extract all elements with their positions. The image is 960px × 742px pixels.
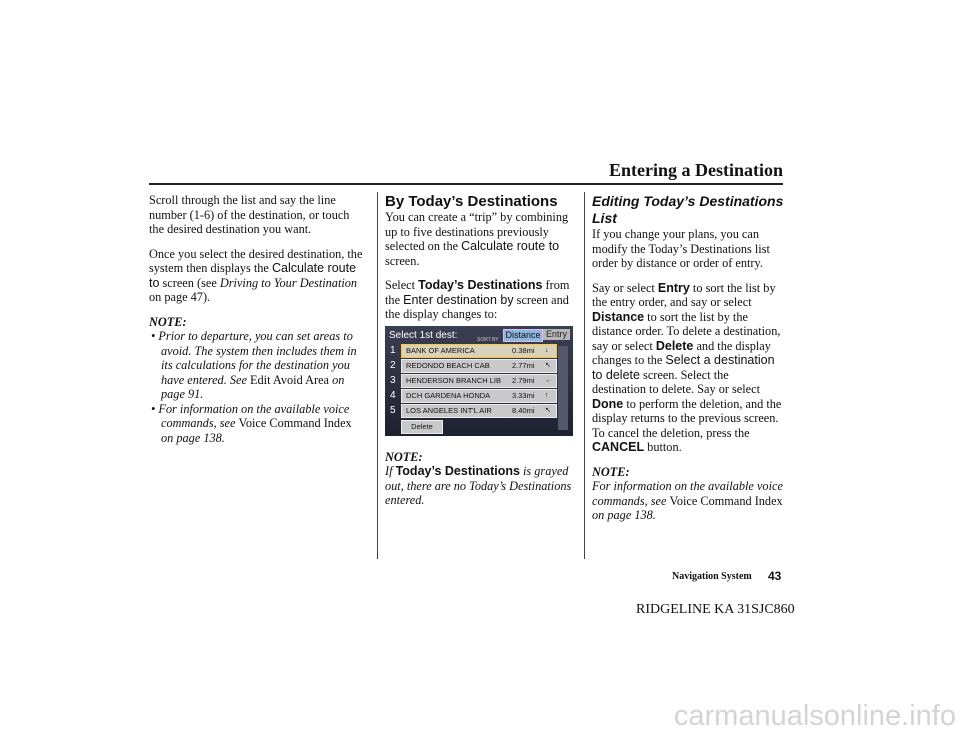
text-run: is grayed out, there are no Today’s Destinations entered. [385, 464, 572, 507]
row-number: 5 [390, 404, 396, 416]
todays-destinations-label: Today’s Destinations [418, 278, 543, 292]
entry-button[interactable]: Entry [543, 329, 570, 340]
text-run: on page 138. [592, 508, 656, 522]
list-item[interactable] [387, 389, 571, 402]
column-2 [385, 193, 575, 518]
text-run: from the [385, 278, 570, 307]
destination-name: HENDERSON BRANCH LIB [406, 375, 502, 385]
page-number: 43 [768, 569, 782, 583]
section-heading: By Today’s Destinations [385, 193, 558, 210]
nav-header: Select 1st dest: [389, 329, 458, 341]
entry-label: Entry [657, 280, 690, 295]
calculate-route-label: Calculate route to [461, 239, 560, 253]
direction-arrow-icon: ← [545, 376, 552, 384]
direction-arrow-icon: ↓ [545, 346, 549, 354]
destination-name: REDONDO BEACH CAB [406, 360, 490, 370]
page-title: Entering a Destination [608, 160, 783, 180]
note-item: • Prior to departure, you can set areas to avoid. The system then includes them in its calculations for the destination you have entered. See Edit Avoid Area on page 91. [151, 329, 357, 401]
title-rule [149, 183, 783, 185]
note-text [592, 479, 784, 523]
nav-screen [385, 326, 573, 436]
destination-button[interactable] [401, 389, 557, 403]
text-run: For information on the available voice commands, see [592, 479, 783, 508]
text-run: on page 91. [161, 372, 345, 401]
note-label: NOTE: [149, 314, 187, 329]
list-item[interactable] [387, 359, 571, 372]
text-run: For information on the available voice commands, see [158, 401, 350, 430]
text-run: screen. Select the destination to delete. Say or select [592, 367, 761, 396]
text-run: and the display changes to the [592, 338, 771, 367]
cancel-label: CANCEL [592, 440, 645, 454]
delete-button[interactable]: Delete [401, 420, 443, 434]
destination-distance: 2.77mi [512, 360, 535, 370]
column-1 [149, 193, 367, 445]
todays-destinations-label: Today’s Destinations [395, 464, 520, 478]
distance-label: Distance [592, 309, 645, 324]
destination-button[interactable] [401, 359, 557, 373]
text-run: If [385, 464, 396, 478]
done-label: Done [592, 396, 624, 411]
direction-arrow-icon: ↖ [545, 406, 551, 414]
note-text [385, 464, 575, 508]
list-item[interactable] [387, 344, 571, 357]
modify-paragraph: If you change your plans, you can modify the Today’s Destinations list order by distance or order of entry. [592, 227, 770, 270]
calculate-route-label: Calculate route to [149, 261, 357, 290]
destination-distance: 0.38mi [512, 345, 535, 355]
destination-button[interactable] [401, 404, 557, 418]
footer-label: Navigation System [672, 571, 752, 582]
destination-distance: 3.33mi [512, 390, 535, 400]
row-number: 4 [390, 389, 396, 401]
enter-destination-label: Enter destination by [403, 292, 514, 307]
note-list [149, 329, 367, 445]
distance-button[interactable]: Distance [503, 329, 543, 342]
text-run: Say or select [592, 280, 658, 295]
text-run: screen and the display changes to: [385, 292, 569, 321]
model-code: RIDGELINE KA 31SJC860 [636, 602, 795, 617]
text-run: screen. [385, 253, 420, 268]
text-run: to sort the list by the entry order, and say or select [592, 280, 776, 309]
trip-paragraph [385, 210, 575, 268]
text-run: Once you select the desired destination, the system then displays the [149, 246, 363, 275]
text-run: You can create a “trip” by combining up to five destinations previously selected on the [385, 210, 569, 253]
delete-label: Delete [655, 338, 694, 353]
sort-delete-paragraph [592, 281, 784, 455]
note-item: • For information on the available voice commands, see Voice Command Index on page 138. [151, 401, 352, 445]
list-item[interactable] [387, 374, 571, 387]
text-run: to perform the deletion, and the display returns to the previous screen. To cancel the deletion, press the [592, 396, 782, 440]
note-label: NOTE: [592, 464, 630, 479]
direction-arrow-icon: ↖ [545, 361, 551, 369]
destination-button[interactable] [401, 374, 557, 388]
row-number: 3 [390, 374, 396, 386]
watermark: carmanualsonline.info [673, 700, 956, 732]
row-number: 2 [390, 359, 396, 371]
voice-index-ref: Voice Command Index [238, 416, 352, 430]
text-run: Prior to departure, you can set areas to avoid. The system then includes them in its calculations for the destination you have entered. See [158, 329, 357, 387]
text-run: on page 47). [149, 290, 211, 304]
destination-distance: 8.40mi [512, 405, 535, 415]
destination-name: LOS ANGELES INT'L AIR [406, 405, 492, 415]
text-run: on page 138. [161, 430, 225, 445]
destination-name: DCH GARDENA HONDA [406, 390, 491, 400]
select-destination-delete-label: Select a destination to delete [592, 353, 775, 382]
driving-ref: Driving to Your Destination [219, 275, 358, 290]
note-label: NOTE: [385, 449, 423, 464]
direction-arrow-icon: ↑ [545, 391, 549, 399]
destination-name: BANK OF AMERICA [406, 345, 475, 355]
text-run: button. [644, 440, 682, 454]
column-divider [584, 192, 585, 559]
sort-by-label: SORT BY [477, 336, 499, 343]
text-run: Select [385, 278, 419, 292]
row-number: 1 [390, 344, 396, 356]
text-run: screen (see [159, 275, 220, 290]
edit-avoid-ref: Edit Avoid Area [250, 372, 330, 387]
intro-paragraph: Scroll through the list and say the line number (1-6) of the destination, or touch the desired destination you want. [149, 193, 350, 236]
select-paragraph [149, 247, 367, 305]
column-3 [592, 193, 784, 533]
destination-distance: 2.79mi [512, 375, 535, 385]
voice-index-ref: Voice Command Index [669, 493, 783, 508]
text-run: to sort the list by the distance order. To delete a destination, say or select [592, 309, 781, 353]
column-divider [377, 192, 378, 559]
select-paragraph [385, 278, 575, 322]
destination-button[interactable] [401, 344, 557, 358]
subsection-heading: Editing Today’s Destinations List [592, 193, 784, 226]
list-item[interactable] [387, 404, 571, 417]
